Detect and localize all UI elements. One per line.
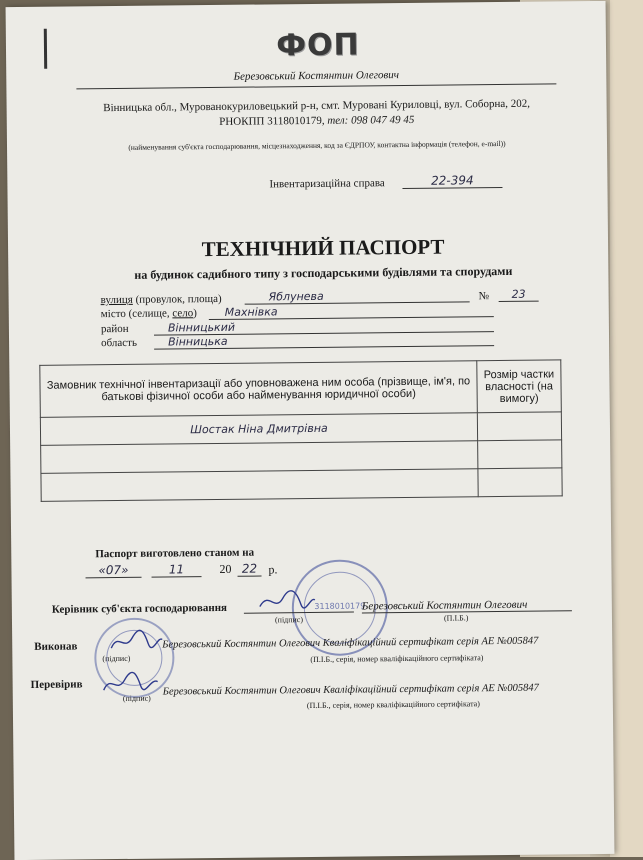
customer-name-cell: [41, 469, 478, 502]
share-cell: [478, 440, 562, 469]
rnokpp: РНОКПП 3118010179,: [219, 114, 325, 128]
executor-text: Березовський Костянтин Олегович Кваліфікаційний сертифікат серія АЕ №005847: [162, 635, 539, 651]
checker-label: Перевірив: [30, 678, 83, 691]
street-label: вулиця (провулок, площа): [100, 292, 222, 307]
city-label: місто (селище, село): [100, 307, 197, 321]
district-label: район: [100, 322, 129, 336]
table-header-row: [40, 360, 562, 417]
executor-signature: [108, 628, 164, 655]
checker-cert-caption: (П.І.Б., серія, номер кваліфікаційного сертифіката): [306, 699, 480, 711]
address-line-2: [57, 112, 577, 129]
date-year-unit: р.: [268, 562, 278, 577]
date-month: 11: [151, 562, 201, 578]
city-value: Махнівка: [209, 303, 494, 320]
header-caption: (найменування суб'єкта господарювання, місцезнаходження, код за ЄДРПОУ, контактна інформація (телефон, e-mail)): [128, 138, 506, 152]
inventory-label: Інвентаризаційна справа: [269, 177, 385, 191]
head-name-caption: (П.І.Б.): [443, 613, 469, 623]
date-day: «07»: [85, 563, 141, 579]
official-stamp: 3118010179: [291, 559, 388, 656]
inventory-value: 22-394: [402, 173, 502, 189]
checker-sign-caption: (підпис): [122, 693, 151, 703]
owner-name: Березовський Костянтин Олегович: [233, 69, 400, 83]
share-column-header: Розмір частки власності (на вимогу): [477, 360, 562, 413]
checker-signature: [100, 670, 160, 697]
date-year-prefix: 20: [219, 561, 232, 576]
address-line-1: Вінницька обл., Мурованокуриловецький р-н, смт. Муровані Куриловці, вул. Соборна, 202,: [103, 97, 531, 115]
table-row: [41, 468, 562, 501]
phone: тел: 098 047 49 45: [327, 113, 415, 127]
street-value: Яблунева: [245, 288, 470, 304]
binding-mark: [44, 29, 47, 69]
region-value: Вінницька: [154, 332, 494, 350]
company-logo: ФОП: [276, 27, 360, 64]
head-signature: [257, 588, 317, 615]
executor-cert-caption: (П.І.Б., серія, номер кваліфікаційного сертифіката): [310, 653, 484, 665]
checker-text: Березовський Костянтин Олегович Кваліфікаційний сертифікат серія АЕ №005847: [162, 682, 539, 698]
document-title: ТЕХНІЧНИЙ ПАСПОРТ: [201, 234, 445, 262]
executor-sign-caption: (підпис): [102, 653, 131, 664]
date-year-suffix: 22: [237, 562, 261, 577]
share-cell: [478, 468, 562, 497]
customer-table: [39, 359, 562, 501]
district-value: Вінницький: [154, 318, 494, 336]
passport-date-label: Паспорт виготовлено станом на: [95, 546, 255, 561]
executor-label: Виконав: [34, 640, 78, 653]
number-value: 23: [499, 288, 539, 302]
document-page: [6, 1, 615, 860]
document-subtitle: на будинок садибного типу з господарськими будівлями та спорудами: [134, 263, 513, 282]
region-label: область: [101, 336, 138, 350]
header-rule: [76, 83, 556, 89]
share-cell: [477, 412, 561, 441]
customer-name-cell: Шостак Ніна Дмитрівна: [40, 413, 477, 446]
customer-column-header: Замовник технічної інвентаризації або уповноважена ним особа (прізвище, ім'я, по батькові фізичної особи або найменування юридичної особи): [40, 361, 478, 418]
head-label: Керівник суб'єкта господарювання: [51, 601, 228, 616]
head-name: Березовський Костянтин Олегович: [362, 598, 572, 613]
number-label: №: [478, 290, 490, 303]
head-sign-caption: (підпис): [274, 615, 304, 625]
